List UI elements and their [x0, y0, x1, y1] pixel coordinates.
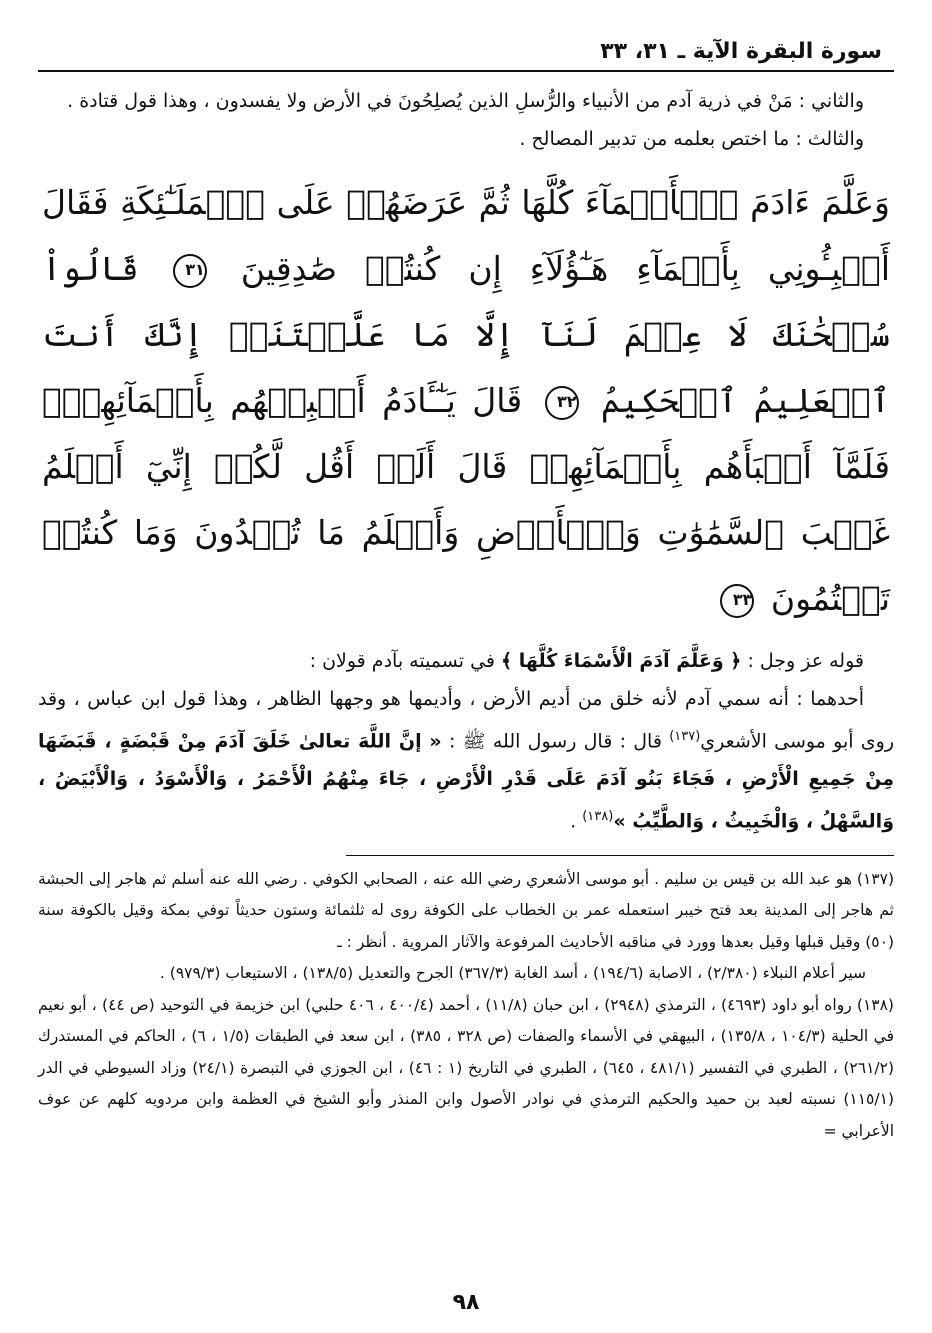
running-head-title: سورة البقرة الآية ـ ٣١، ٣٣: [600, 39, 882, 64]
verse-marker-31: ٣١: [173, 254, 207, 288]
commentary-intro-prefix: قوله عز وجل :: [747, 650, 864, 672]
book-page: [38, 36, 894, 1313]
running-head: [38, 36, 894, 72]
commentary-intro-suffix: في تسميته بآدم قولان :: [309, 650, 495, 672]
verse-31-text: وَعَلَّمَ ءَادَمَ ٱلۡأَسۡمَآءَ كُلَّهَا ثُمَّ عَرَضَهُمۡ عَلَى ٱلۡمَلَـٰٓئِكَةِ فَقَالَ أَنۢبِـُٔونِي بِأَسۡمَآءِ هَـٰٓؤُلَآءِ إِن كُنتُمۡ صَٰدِقِينَ: [42, 183, 890, 288]
first-opinion-text-b: قال : قال رسول الله ﷺ :: [448, 730, 662, 753]
verse-marker-32: ٣٢: [545, 386, 579, 420]
footnote-138: (١٣٨) رواه أبو داود (٤٦٩٣) ، الترمذي (٢٩٤٨) ، ابن حبان (١١/٨) ، أحمد (٤٠٠/٤ ، ٤٠٦ حلبي) ابن خزيمة في التوحيد (ص ٤٤) ، أبو نعيم في الحلية (١٠٤/٣ ، ١٣٥/٨) ، البيهقي في الأسماء والصفات (ص ٣٢٨ ، ٣٨٥) ، ابن سعد في الطبقات (١/٥ ، ٦) ، الحاكم في المستدرك (٢٦١/٢) ، الطبري في التفسير (٤٨١/١ ، ٦٤٥) ، الطبري في التاريخ (١ : ٤٦) ، ابن الجوزي في التبصرة (٢٤/١) وزاد السيوطي في الدر (١١٥/١) نسبته لعبد بن حميد والحكيم الترمذي في نوادر الأصول وابن المنذر وأبو الشيخ في العظمة وابن مردويه كلهم عن عوف الأعرابي =: [38, 995, 895, 1140]
footnotes: [38, 864, 894, 1148]
commentary-intro-quote: ﴿ وَعَلَّمَ آدَمَ الْأَسْمَاءَ كُلَّهَا ﴾: [501, 650, 742, 672]
verse-32-text: قَالُواْ سُبۡحَٰنَكَ لَا عِلۡمَ لَنَآ إِلَّا مَا عَلَّمۡتَنَآۖ إِنَّكَ أَنتَ ٱلۡعَلِيمُ ٱلۡحَكِيمُ: [42, 249, 890, 420]
commentary: [38, 642, 894, 841]
footnote-ref-138[interactable]: (١٣٨): [582, 809, 614, 825]
paragraph-second-opinion: والثاني : مَنْ في ذرية آدم من الأنبياء والرُّسلِ الذين يُصلِحُونَ في الأرض ولا يفسدون ، وهذا قول قتادة .: [67, 90, 864, 112]
footnote-137-sources: سير أعلام النبلاء (٢/٣٨٠) ، الاصابة (١٩٤/٦) ، أسد الغابة (٣٦٧/٣) الجرح والتعديل (١٣٨/٥) ، الاستيعاب (٩٧٩/٣) .: [159, 964, 866, 983]
footnote-ref-137[interactable]: (١٣٧): [669, 729, 701, 744]
verse-marker-33: ٣٣: [720, 584, 754, 618]
commentary-intro: [38, 642, 894, 680]
paragraph-end-dot: .: [570, 810, 577, 833]
body-text: [38, 82, 894, 158]
hadith-text: « إنَّ اللَّهَ تعالىٰ خَلَقَ آدَمَ مِنْ قَبْضَةٍ ، قَبَضَهَا مِنْ جَمِيعِ الْأَرْضِ ، فَجَاءَ بَنُو آدَمَ عَلَى قَدْرِ الْأَرْضِ ، جَاءَ مِنْهُمُ الْأَحْمَرُ ، وَالْأَسْوَدُ ، وَالْأَبْيَضُ ، وَالسَّهْلُ ، وَالْخَبِيثُ ، وَالطَّيِّبُ »: [38, 730, 894, 833]
verse-33-text: قَالَ يَـٰٓـَٔادَمُ أَنۢبِئۡهُم بِأَسۡمَآئِهِمۡۖ فَلَمَّآ أَنۢبَأَهُم بِأَسۡمَآئِهِمۡ قَالَ أَلَمۡ أَقُل لَّكُمۡ إِنِّيٓ أَعۡلَمُ غَيۡبَ ٱلسَّمَٰوَٰتِ وَٱلۡأَرۡضِ وَأَعۡلَمُ مَا تُبۡدُونَ وَمَا كُنتُمۡ تَكۡتُمُونَ: [42, 381, 890, 618]
first-opinion-text-a: أحدهما : أنه سمي آدم لأنه خلق من أديم الأرض ، وأديمها هو وجهها الظاهر ، وهذا قول ابن عباس ، وقد روى أبو موسى الأشعري: [38, 688, 894, 753]
footnote-137: (١٣٧) هو عبد الله بن قيس بن سليم . أبو موسى الأشعري رضي الله عنه ، الصحابي الكوفي . رضي الله عنه أسلم ثم هاجر إلى الحبشة ثم هاجر إلى المدينة بعد فتح خيبر استعمله عمر بن الخطاب على الكوفة روى له ثلثمائة وستون حديثاً توفي بمكة وقيل بالكوفة سنة (٥٠) وقيل قبلها وقيل بعدها وورد في مناقبه الأحاديث المرفوعة والآثار المروية . أنظر : ـ: [38, 869, 894, 951]
page-number: ٩٨: [452, 1290, 480, 1315]
quran-verses-block: [38, 170, 894, 632]
paragraph-third-opinion: والثالث : ما اختص بعلمه من تدبير المصالح .: [519, 128, 864, 150]
footnote-divider: [346, 855, 894, 856]
commentary-first-opinion: [38, 680, 894, 841]
